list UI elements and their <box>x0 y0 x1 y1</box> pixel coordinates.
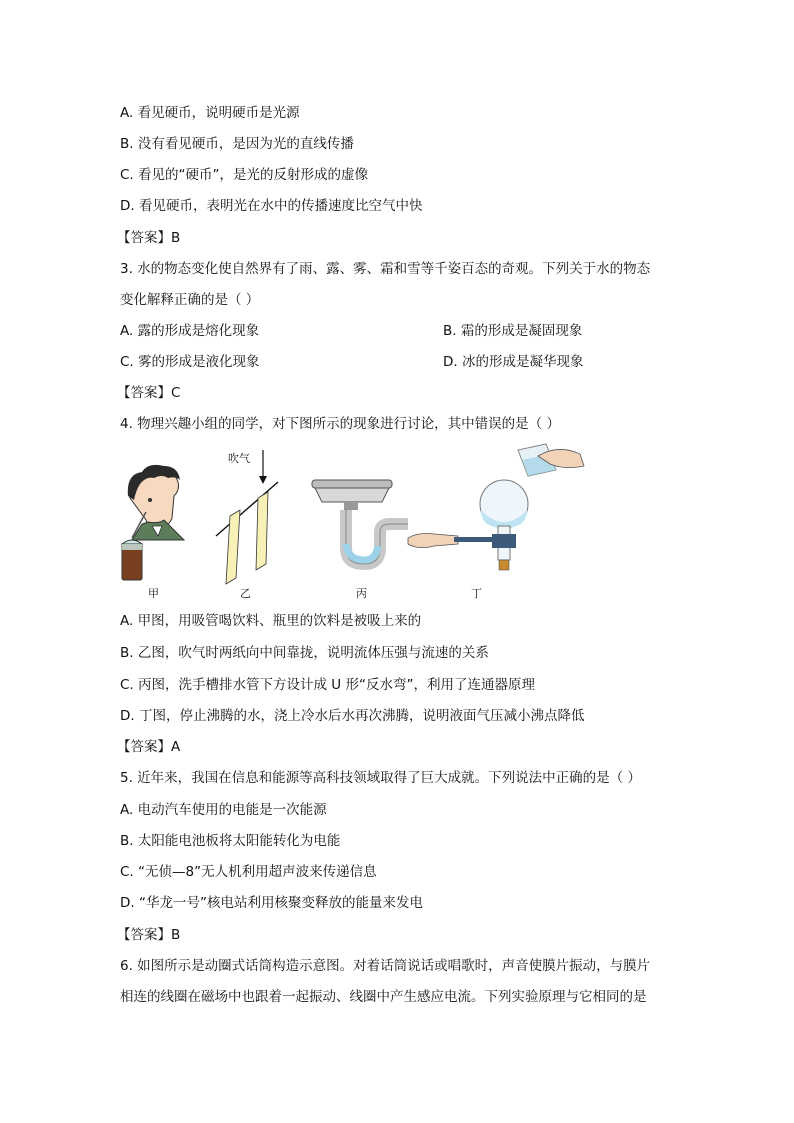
q4-figure-drawing <box>118 440 588 600</box>
q5-stem: 5. 近年来，我国在信息和能源等高科技领域取得了巨大成就。下列说法中正确的是（ ） <box>120 770 641 786</box>
boy-with-drink-illustration <box>122 465 184 580</box>
caption-yi: 乙 <box>240 587 251 600</box>
q3-stem-line1: 3. 水的物态变化使自然界有了雨、露、雾、霜和雪等千姿百态的奇观。下列关于水的物态 <box>120 261 651 277</box>
q4-figure <box>118 440 588 600</box>
q5-option-a: A. 电动汽车使用的电能是一次能源 <box>120 802 327 818</box>
q4-option-d: D. 丁图，停止沸腾的水，浇上冷水后水再次沸腾，说明液面气压减小沸点降低 <box>120 708 585 724</box>
q5-answer: 【答案】B <box>117 927 181 943</box>
q5-option-c: C. “无侦—8”无人机利用超声波来传递信息 <box>120 864 377 880</box>
blow-label: 吹气 <box>228 452 250 465</box>
flask-reboiling-illustration <box>408 444 584 570</box>
q6-stem-line2: 相连的线圈在磁场中也跟着一起振动、线圈中产生感应电流。下列实验原理与它相同的是 <box>120 989 647 1005</box>
q2-answer: 【答案】B <box>117 230 181 246</box>
caption-jia: 甲 <box>148 587 159 600</box>
q2-option-a: A. 看见硬币，说明硬币是光源 <box>120 105 300 121</box>
q4-option-c: C. 丙图，洗手槽排水管下方设计成 U 形“反水弯”，利用了连通器原理 <box>120 677 535 693</box>
q4-stem: 4. 物理兴趣小组的同学，对下图所示的现象进行讨论，其中错误的是（ ） <box>120 416 560 432</box>
q4-answer: 【答案】A <box>117 739 181 755</box>
caption-ding: 丁 <box>471 587 482 600</box>
q5-option-d: D. “华龙一号”核电站利用核聚变释放的能量来发电 <box>120 895 423 911</box>
caption-bing: 丙 <box>356 587 367 600</box>
q3-answer: 【答案】C <box>117 385 181 401</box>
q4-option-a: A. 甲图，用吸管喝饮料、瓶里的饮料是被吸上来的 <box>120 613 422 629</box>
q3-stem-line2: 变化解释正确的是（ ） <box>120 292 260 308</box>
q5-option-b: B. 太阳能电池板将太阳能转化为电能 <box>120 833 341 849</box>
sink-u-bend-illustration <box>312 480 408 564</box>
q3-option-a: A. 露的形成是熔化现象 <box>120 323 260 339</box>
q2-option-c: C. 看见的“硬币”，是光的反射形成的虚像 <box>120 167 368 183</box>
q4-option-b: B. 乙图，吹气时两纸向中间靠拢，说明流体压强与流速的关系 <box>120 645 489 661</box>
q3-option-b: B. 霜的形成是凝固现象 <box>443 323 583 339</box>
q2-option-b: B. 没有看见硬币，是因为光的直线传播 <box>120 136 354 152</box>
two-papers-illustration <box>216 450 278 584</box>
q3-option-d: D. 冰的形成是凝华现象 <box>443 354 584 370</box>
q6-stem-line1: 6. 如图所示是动圈式话筒构造示意图。对着话筒说话或唱歌时，声音使膜片振动，与膜片 <box>120 958 651 974</box>
q3-option-c: C. 雾的形成是液化现象 <box>120 354 260 370</box>
q2-option-d: D. 看见硬币，表明光在水中的传播速度比空气中快 <box>120 198 423 214</box>
